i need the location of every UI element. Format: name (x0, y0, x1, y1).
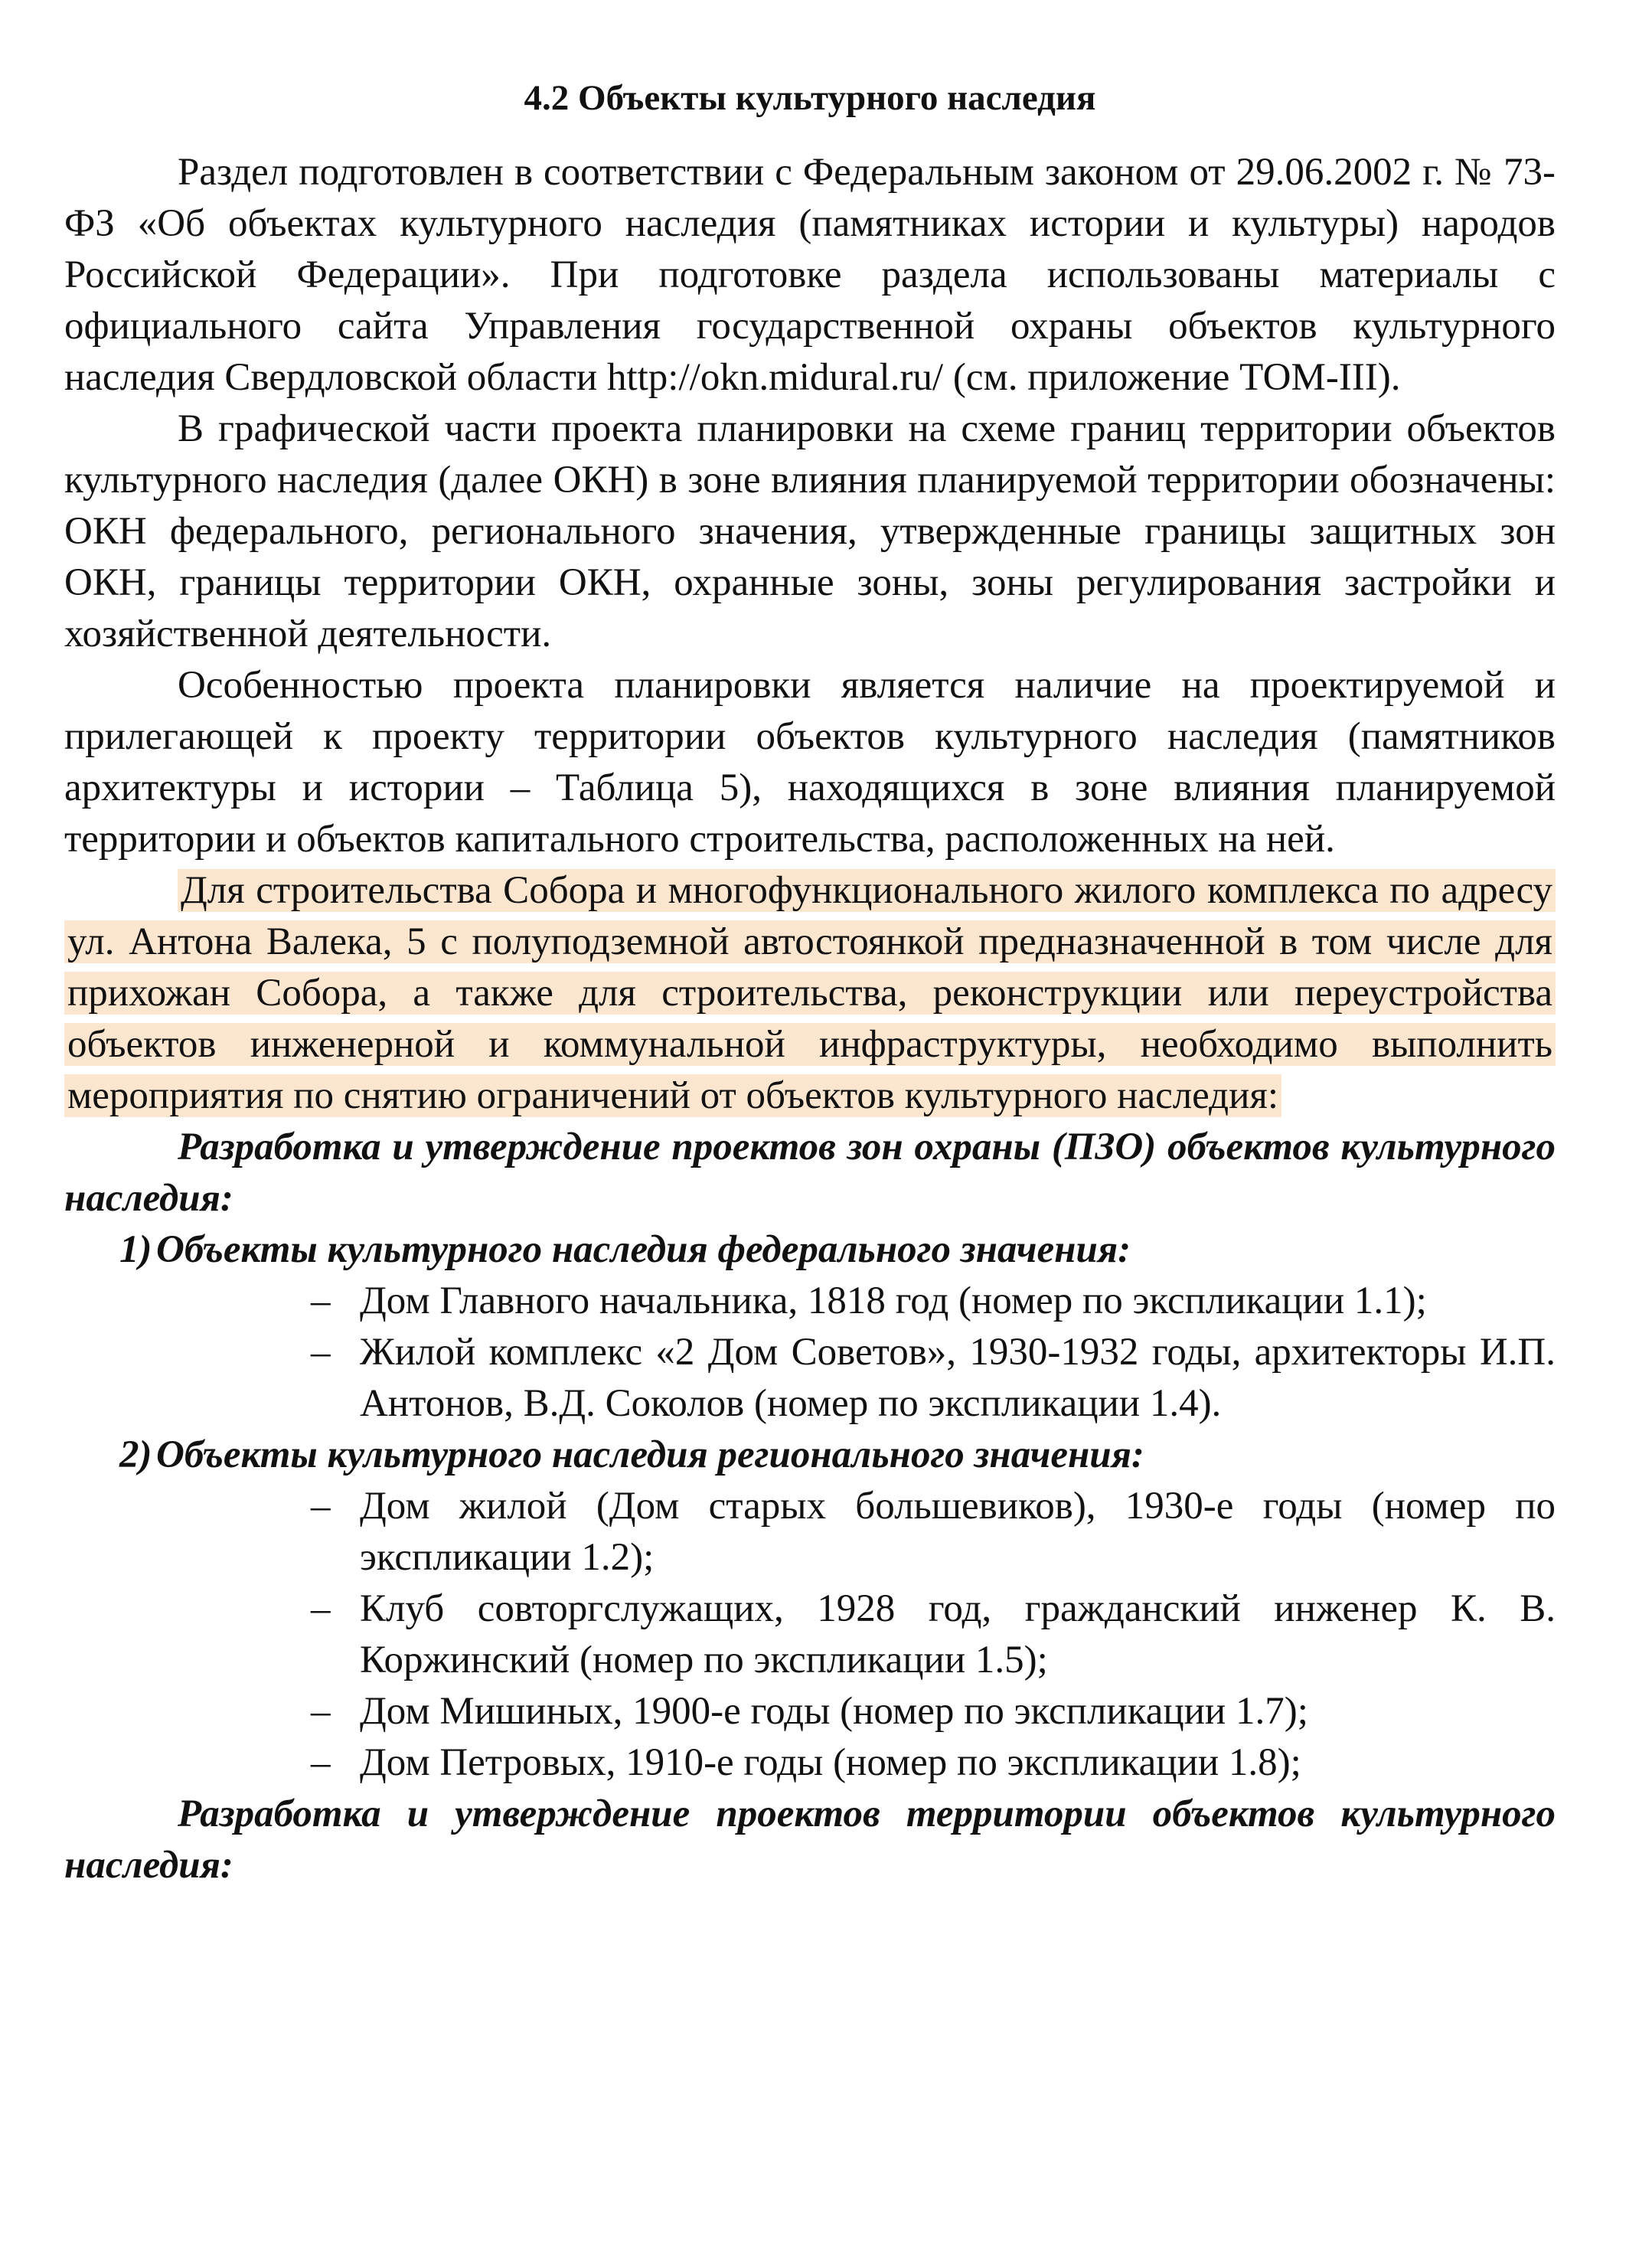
dash-bullet: – (311, 1690, 331, 1734)
list-federal (64, 1276, 1556, 1430)
list-item: – Жилой комплекс «2 Дом Советов», 1930-1932 годы, архитекторы И.П. Антонов, В.Д. Соколов (номер по экспликации 1.4). (360, 1327, 1556, 1430)
highlighted-text: Для строительства Собора и многофункционального жилого комплекса по адресу ул. Антона Валека, 5 с полуподземной автостоянкой предназначенной в том числе для прихожан Собора, а также для строительства, реконструкции или переустройства объектов инженерной и коммунальной инфраструктуры, необходимо выполнить мероприятия по снятию ограничений от объектов культурного наследия: (64, 869, 1556, 1117)
list-item: – Клуб совторгслужащих, 1928 год, гражданский инженер К. В. Коржинский (номер по экспликации 1.5); (360, 1583, 1556, 1686)
paragraph-graphics: В графической части проекта планировки на схеме границ территории объектов культурного наследия (далее ОКН) в зоне влияния планируемой территории обозначены: ОКН федерального, регионального значения, утвержденные границы защитных зон ОКН, границы территории ОКН, охранные зоны, зоны регулирования застройки и хозяйственной деятельности. (64, 407, 1556, 656)
list-regional (64, 1481, 1556, 1789)
list-item: – Дом Петровых, 1910-е годы (номер по экспликации 1.8); (360, 1737, 1556, 1789)
dash-bullet: – (311, 1485, 331, 1528)
dash-bullet: – (311, 1331, 331, 1374)
heading-territory: Разработка и утверждение проектов территории объектов культурного наследия: (64, 1793, 1556, 1887)
paragraph-features: Особенностью проекта планировки является наличие на проектируемой и прилегающей к проекту территории объектов культурного наследия (памятников архитектуры и истории – Таблица 5), находящихся в зоне влияния планируемой территории и объектов капитального строительства, расположенных на ней. (64, 664, 1556, 861)
group-regional-title: 2) Объекты культурного наследия регионального значения: (64, 1430, 1556, 1481)
group-federal-title: 1) Объекты культурного наследия федерального значения: (64, 1224, 1556, 1276)
list-item: – Дом жилой (Дом старых большевиков), 1930-е годы (номер по экспликации 1.2); (360, 1481, 1556, 1583)
paragraph-highlighted (64, 865, 1556, 1122)
list-item: – Дом Главного начальника, 1818 год (номер по экспликации 1.1); (360, 1276, 1556, 1327)
dash-bullet: – (311, 1741, 331, 1785)
dash-bullet: – (311, 1279, 331, 1323)
group-regional-number: 2) (119, 1433, 152, 1477)
section-title: 4.2 Объекты культурного наследия (524, 78, 1096, 118)
dash-bullet: – (311, 1587, 331, 1631)
group-federal-number: 1) (119, 1228, 152, 1272)
list-item: – Дом Мишиных, 1900-е годы (номер по экспликации 1.7); (360, 1686, 1556, 1737)
heading-pzo: Разработка и утверждение проектов зон охраны (ПЗО) объектов культурного наследия: (64, 1126, 1556, 1221)
paragraph-intro: Раздел подготовлен в соответствии с Федеральным законом от 29.06.2002 г. № 73-ФЗ «Об объектах культурного наследия (памятниках истории и культуры) народов Российской Федерации». При подготовке раздела использованы материалы с официального сайта Управления государственной охраны объектов культурного наследия Свердловской области http://okn.midural.ru/ (см. приложение ТОМ-III). (64, 151, 1556, 400)
document-page (64, 77, 1556, 1891)
